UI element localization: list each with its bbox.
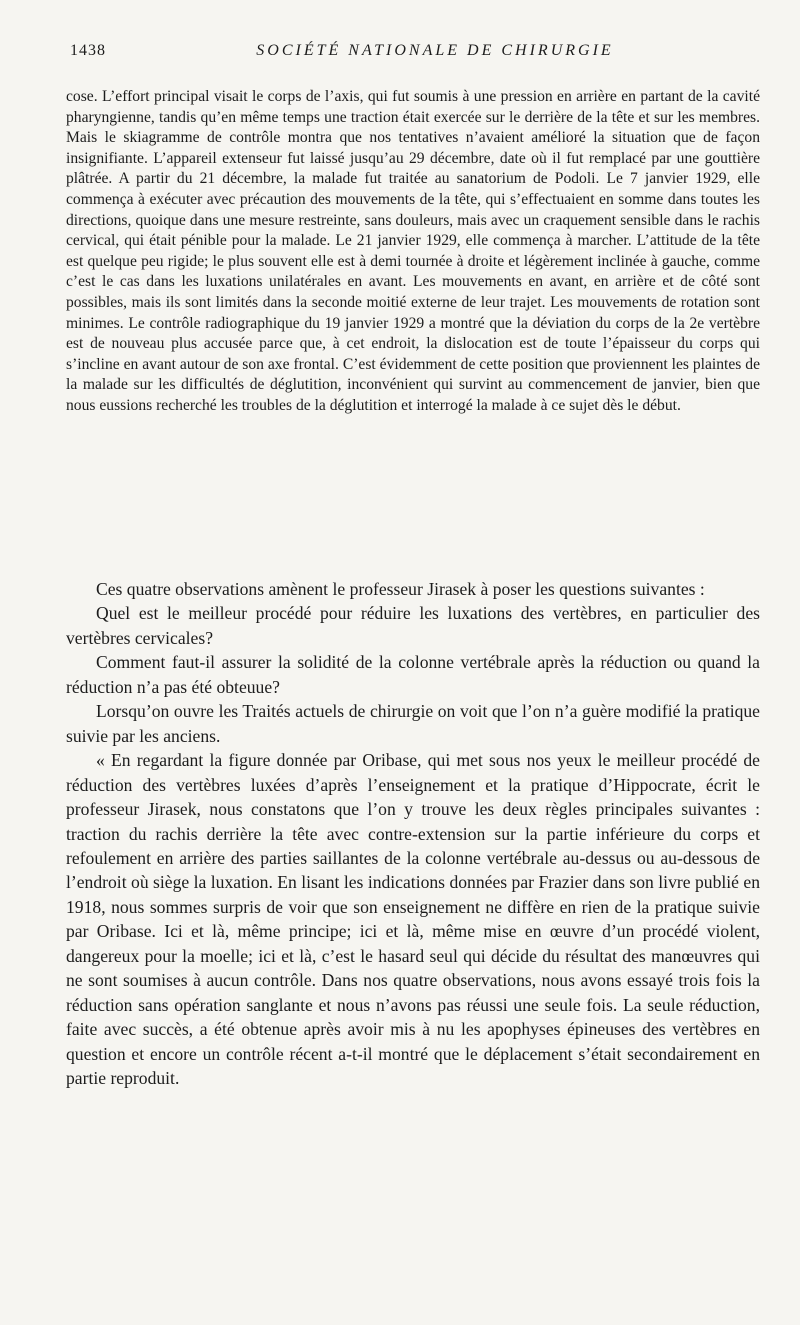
- running-title: SOCIÉTÉ NATIONALE DE CHIRURGIE: [256, 42, 614, 59]
- paragraph-quotation: « En regardant la figure donnée par Oribase, qui met sous nos yeux le meilleur procédé de réduction des vertèbres luxées d’après l’enseignement et la pratique d’Hippocrate, écrit le professeur Jirasek, nous constatons que l’on y trouve les deux règles principales suivantes : traction du rachis derrière la tête avec contre-extension sur la partie inférieure du corps et refoulement en arrière des parties saillantes de la colonne vertébrale au-dessus ou au-dessous de l’endroit où siège la luxation. En lisant les indications données par Frazier dans son livre publié en 1918, nous sommes surpris de voir que son enseignement ne diffère en rien de la pratique suivie par Oribase. Ici et là, même principe; ici et là, même mise en œuvre d’un procédé violent, dangereux pour la moelle; ici et là, c’est le hasard seul qui décide du résultat des manœuvres qui ne sont soumises à aucun contrôle. Dans nos quatre observations, nous avons essayé trois fois la réduction sans opération sanglante et nous n’avons pas réussi une seule fois. La seule réduction, faite avec succès, a été obtenue après avoir mis à nu les apophyses épineuses des vertèbres en question et encore un contrôle récent a-t-il montré que le déplacement s’était secondairement en partie reproduit.: [66, 750, 760, 1089]
- paragraph-question-2: Comment faut-il assurer la solidité de la colonne vertébrale après la réduction ou quand la réduction n’a pas été obteuue?: [66, 652, 760, 697]
- running-header: [70, 38, 760, 68]
- case-report-text: [66, 87, 760, 417]
- paragraph-traites: Lorsqu’on ouvre les Traités actuels de chirurgie on voit que l’on n’a guère modifié la pratique suivie par les anciens.: [66, 701, 760, 746]
- paragraph-question-1: Quel est le meilleur procédé pour réduire les luxations des vertèbres, en particulier des vertèbres cervicales?: [66, 603, 760, 648]
- discussion-text: [66, 577, 760, 1091]
- paragraph-questions-intro: Ces quatre observations amènent le professeur Jirasek à poser les questions suivantes :: [96, 579, 705, 599]
- page-number: 1438: [70, 42, 106, 59]
- case-paragraph: cose. L’effort principal visait le corps de l’axis, qui fut soumis à une pression en arrière en partant de la cavité pharyngienne, tandis qu’en même temps une traction était exercée sur le derrière de la tête et sur les membres. Mais le skiagramme de contrôle montra que nos tentatives n’avaient amélioré la situation que de façon insignifiante. L’appareil extenseur fut laissé jusqu’au 29 décembre, date où il fut remplacé par une gouttière plâtrée. A partir du 21 décembre, la malade fut traitée au sanatorium de Podoli. Le 7 janvier 1929, elle commença à exécuter avec précaution des mouvements de la tête, qui s’effectuaient en somme dans toutes les directions, quoique dans une mesure restreinte, sans douleurs, mais avec un craquement sensible dans le rachis cervical, qui était pénible pour la malade. Le 21 janvier 1929, elle commença à marcher. L’attitude de la tête est quelque peu rigide; le plus souvent elle est à demi tournée à droite et légèrement inclinée à gauche, comme c’est le cas dans les luxations unilatérales en avant. Les mouvements en avant, en arrière et de côté sont possibles, mais ils sont limités dans la seconde moitié externe de leur trajet. Les mouvements de rotation sont minimes. Le contrôle radiographique du 19 janvier 1929 a montré que la déviation du corps de la 2e vertèbre est de nouveau plus accusée parce que, à cet endroit, la dislocation est de toute l’épaisseur du corps qui s’incline en avant autour de son axe frontal. C’est évidemment de cette position que proviennent les plaintes de la malade sur les difficultés de déglutition, inconvénient qui survint au commencement de janvier, bien que nous eussions recherché les troubles de la déglutition et interrogé la malade à ce sujet dès le début.: [66, 88, 760, 414]
